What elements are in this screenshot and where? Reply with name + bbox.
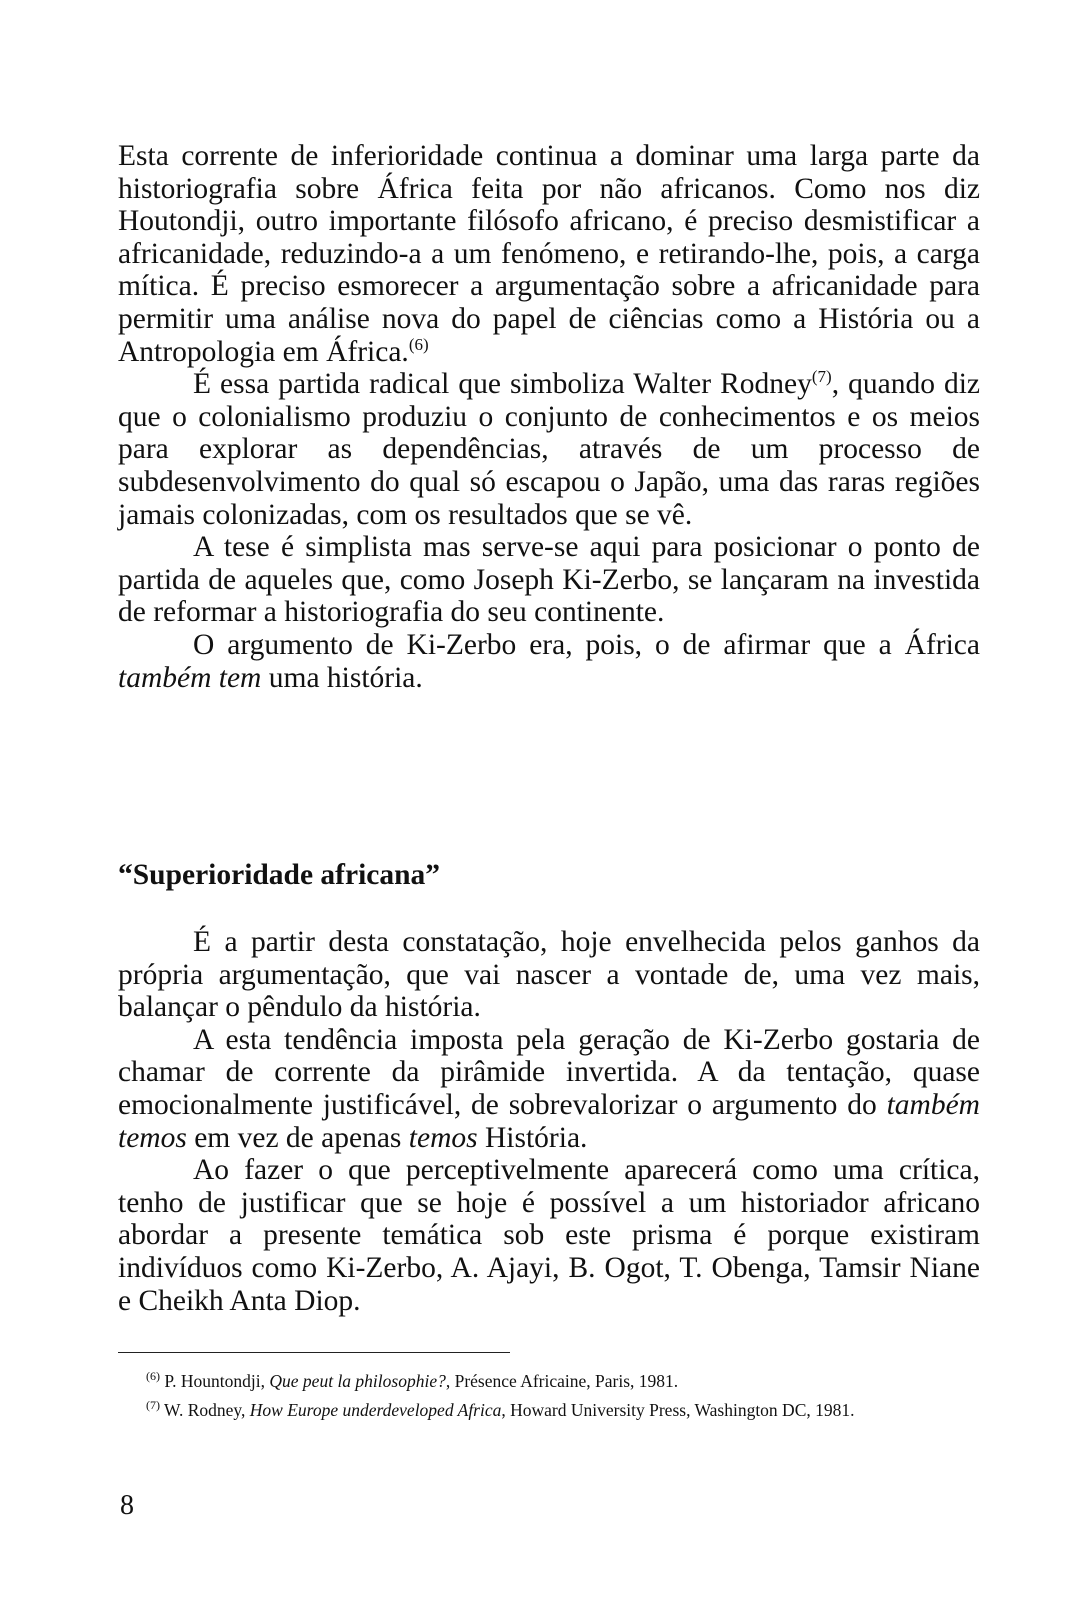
- footnote-7: [118, 1399, 980, 1422]
- footnote-ref-7: (7): [811, 367, 832, 387]
- intro-paragraph-4-text-b: uma história.: [261, 661, 423, 694]
- footnote-6-mark: (6): [146, 1369, 160, 1384]
- footnote-7-publisher: , Howard University Press, Washington DC, 1981.: [501, 1400, 855, 1420]
- section-paragraph-2: [118, 1024, 980, 1154]
- footnote-7-title: How Europe underdeveloped Africa: [249, 1400, 502, 1420]
- section-paragraph-2-text-c: História.: [477, 1121, 588, 1154]
- footnote-6-publisher: , Présence Africaine, Paris, 1981.: [445, 1371, 679, 1391]
- section-paragraph-2-emphasis-1: também temos: [118, 1088, 980, 1154]
- footnote-divider: [118, 1352, 510, 1353]
- section-paragraph-3-text: Ao fazer o que perceptivelmente aparecerá como uma crítica, tenho de justificar que se hoje é possível a um historiador africano abordar a presente temática sob este prisma é porque existiram indivíduos como Ki-Zerbo, A. Ajayi, B. Ogot, T. Obenga, Tamsir Niane e Cheikh Anta Diop.: [118, 1154, 980, 1317]
- intro-paragraph-2: [118, 368, 980, 531]
- intro-paragraph-4: [118, 629, 980, 694]
- footnote-7-mark: (7): [146, 1398, 160, 1413]
- intro-paragraph-3: [118, 531, 980, 629]
- footnotes: [118, 1370, 980, 1428]
- intro-paragraph-2-text-b: , quando diz que o colonialismo produziu o conjunto de conhecimentos e os meios para explorar as dependências, através de um processo de subdesenvolvimento do qual só escapou o Japão, uma das raras regiões jamais colonizadas, com os resultados que se vê.: [118, 368, 980, 531]
- intro-text: [118, 140, 980, 694]
- intro-paragraph-1: [118, 140, 980, 368]
- footnote-6: [118, 1370, 980, 1393]
- section-paragraph-1-text: É a partir desta constatação, hoje envelhecida pelos ganhos da própria argumentação, que vai nascer a vontade de, uma vez mais, balançar o pêndulo da história.: [118, 926, 980, 1024]
- section-paragraph-2-text-b: em vez de apenas: [186, 1121, 409, 1154]
- intro-paragraph-4-emphasis: também tem: [118, 661, 262, 694]
- intro-paragraph-3-text: A tese é simplista mas serve-se aqui para posicionar o ponto de partida de aqueles que, como Joseph Ki-Zerbo, se lançaram na investida de reformar a historiografia do seu continente.: [118, 531, 980, 629]
- footnote-ref-6: (6): [408, 334, 429, 354]
- page-number: 8: [120, 1490, 134, 1521]
- section-paragraph-1: [118, 926, 980, 1024]
- section-heading: “Superioridade africana”: [118, 859, 441, 891]
- section-text: [118, 926, 980, 1317]
- intro-paragraph-2-text-a: É essa partida radical que simboliza Walter Rodney: [193, 368, 812, 401]
- intro-paragraph-1-text: Esta corrente de inferioridade continua a dominar uma larga parte da historiografia sobre África feita por não africanos. Como nos diz Houtondji, outro importante filósofo africano, é preciso desmistificar a africanidade, reduzindo-a a um fenómeno, e retirando-lhe, pois, a carga mítica. É preciso esmorecer a argumentação sobre a africanidade para permitir uma análise nova do papel de ciências como a História ou a Antropologia em África.: [118, 140, 980, 368]
- section-paragraph-3: [118, 1154, 980, 1317]
- footnote-6-author: P. Hountondji,: [160, 1371, 270, 1391]
- section-paragraph-2-text-a: A esta tendência imposta pela geração de Ki-Zerbo gostaria de chamar de corrente da pirâmide invertida. A da tentação, quase emocionalmente justificável, de sobrevalorizar o argumento do: [118, 1023, 980, 1121]
- section-paragraph-2-emphasis-2: temos: [408, 1121, 478, 1154]
- intro-paragraph-4-text-a: O argumento de Ki-Zerbo era, pois, o de afirmar que a África: [193, 628, 980, 661]
- footnote-7-author: W. Rodney,: [160, 1400, 250, 1420]
- footnote-6-title: Que peut la philosophie?: [269, 1371, 446, 1391]
